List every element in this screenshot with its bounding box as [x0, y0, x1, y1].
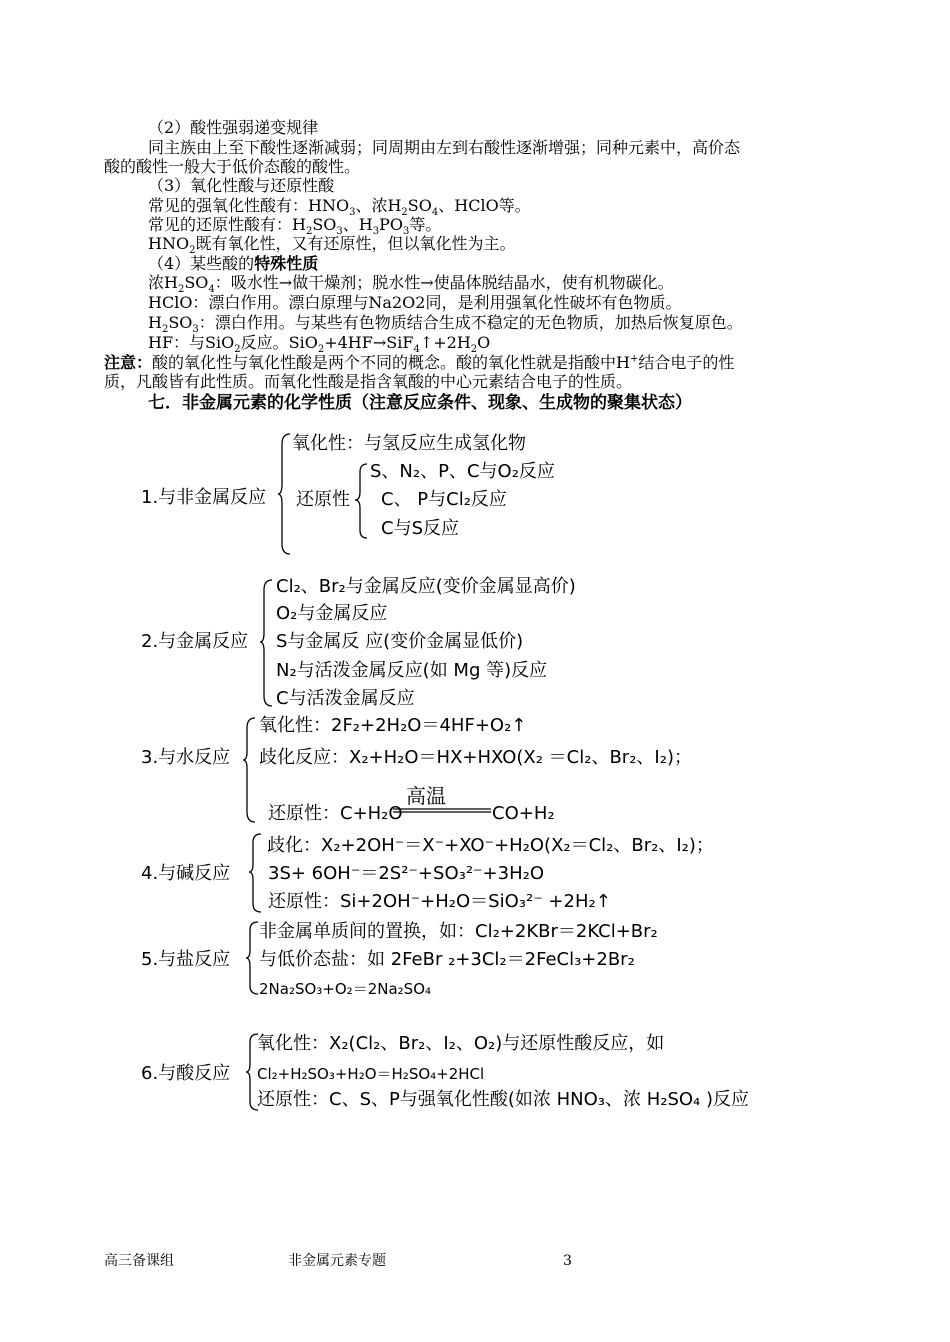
brace-icon — [243, 716, 257, 824]
group-6-item: Cl₂+H₂SO₃+H₂O＝H₂SO₄+2HCl — [257, 1065, 485, 1083]
subsection-4-title: （4）某些酸的特殊性质 — [148, 254, 319, 273]
brace-icon — [246, 920, 260, 996]
group-1-oxidation: 氧化性：与氢反应生成氢化物 — [292, 433, 526, 454]
group-2-item: N₂与活泼金属反应(如 Mg 等)反应 — [276, 660, 548, 681]
group-1-item: C、 P与Cl₂反应 — [381, 489, 507, 510]
group-3-product: CO+H₂ — [492, 803, 555, 824]
subsection-2-title: （2）酸性强弱递变规律 — [148, 118, 319, 137]
group-6-item: 氧化性：X₂(Cl₂、Br₂、I₂、O₂)与还原性酸反应，如 — [257, 1033, 665, 1054]
hf-line: HF：与SiO$_2$反应。$SiO_2+4HF\to SiF_4↑+2H_2O$ — [148, 333, 491, 356]
group-4-label: 4.与碱反应 — [141, 863, 231, 884]
paragraph-line: 酸的酸性一般大于低价态酸的酸性。 — [104, 157, 361, 176]
group-4-item: 还原性：Si+2OH⁻+H₂O＝SiO₃²⁻ +2H₂↑ — [268, 891, 611, 912]
brace-icon — [249, 832, 263, 914]
footer-left: 高三备课组 — [104, 1253, 174, 1269]
h2so4-line: 浓$H_2SO_4$：吸水性→做干燥剂；脱水性→使晶体脱结晶水，使有机物碳化。 — [148, 273, 674, 296]
group-1-item: C与S反应 — [381, 518, 459, 539]
group-3-item: 歧化反应：X₂+H₂O＝HX+HXO(X₂ ＝Cl₂、Br₂、I₂)； — [259, 747, 692, 768]
paragraph-line: 同主族由上至下酸性逐渐减弱；同周期由左到右酸性逐渐增强；同种元素中，高价态 — [148, 138, 741, 157]
group-2-item: S与金属反 应(变价金属显低价) — [276, 631, 524, 652]
group-5-label: 5.与盐反应 — [141, 949, 231, 970]
group-1-label: 1.与非金属反应 — [141, 487, 267, 508]
group-3-label: 3.与水反应 — [141, 747, 231, 768]
group-6-item: 还原性：C、S、P与强氧化性酸(如浓 HNO₃、浓 H₂SO₄ )反应 — [257, 1089, 750, 1110]
group-5-item: 与低价态盐：如 2FeBr ₂+3Cl₂＝2FeCl₃+2Br₂ — [259, 949, 635, 970]
group-2-item: O₂与金属反应 — [276, 603, 388, 624]
group-2-item: C与活泼金属反应 — [276, 688, 415, 709]
hno2-line: $HNO_2$既有氧化性，又有还原性，但以氧化性为主。 — [148, 234, 516, 257]
condition-label: 高温 — [406, 784, 446, 808]
group-2-label: 2.与金属反应 — [141, 631, 249, 652]
group-1-item: S、N₂、P、C与O₂反应 — [370, 461, 555, 482]
group-3-item: 还原性：C+H₂O — [268, 803, 403, 824]
page-number: 3 — [563, 1253, 572, 1269]
group-5-item: 非金属单质间的置换，如：Cl₂+2KBr＝2KCl+Br₂ — [259, 921, 658, 942]
note-line-2: 质，凡酸皆有此性质。而氧化性酸是指含氧酸的中心元素结合电子的性质。 — [104, 372, 633, 391]
brace-icon — [355, 462, 369, 542]
group-5-item: 2Na₂SO₃+O₂＝2Na₂SO₄ — [259, 980, 432, 998]
brace-icon — [260, 578, 274, 708]
subsection-3-title: （3）氧化性酸与还原性酸 — [148, 176, 335, 195]
group-3-item: 氧化性：2F₂+2H₂O＝4HF+O₂↑ — [259, 715, 527, 736]
group-4-item: 歧化：X₂+2OH⁻＝X⁻+XO⁻+H₂O(X₂＝Cl₂、Br₂、I₂)； — [267, 835, 714, 856]
reaction-line-icon — [393, 808, 491, 812]
group-4-item: 3S+ 6OH⁻＝2S²⁻+SO₃²⁻+3H₂O — [268, 863, 544, 884]
section-7-heading: 七．非金属元素的化学性质（注意反应条件、现象、生成物的聚集状态） — [148, 393, 692, 413]
oxidizing-acids-line: 常见的强氧化性酸有：$HNO_3$、浓$H_2SO_4$、HClO等。 — [148, 196, 531, 219]
note-line: 注意：酸的氧化性与氧化性酸是两个不同的概念。酸的氧化性就是指酸中H+结合电子的性 — [104, 353, 735, 372]
group-1-reduction-label: 还原性 — [296, 489, 350, 510]
hclo-line: HClO：漂白作用。漂白原理与Na2O2同，是利用强氧化性破坏有色物质。 — [148, 293, 682, 312]
brace-icon — [278, 432, 292, 556]
group-6-label: 6.与酸反应 — [141, 1063, 231, 1084]
group-2-item: Cl₂、Br₂与金属反应(变价金属显高价) — [276, 576, 576, 597]
h2so3-line: $H_2SO_3$：漂白作用。与某些有色物质结合生成不稳定的无色物质，加热后恢复原色。 — [148, 313, 743, 336]
footer-center: 非金属元素专题 — [288, 1253, 386, 1269]
reducing-acids-line: 常见的还原性酸有：$H_2SO_3$、$H_3PO_3$等。 — [148, 215, 442, 238]
